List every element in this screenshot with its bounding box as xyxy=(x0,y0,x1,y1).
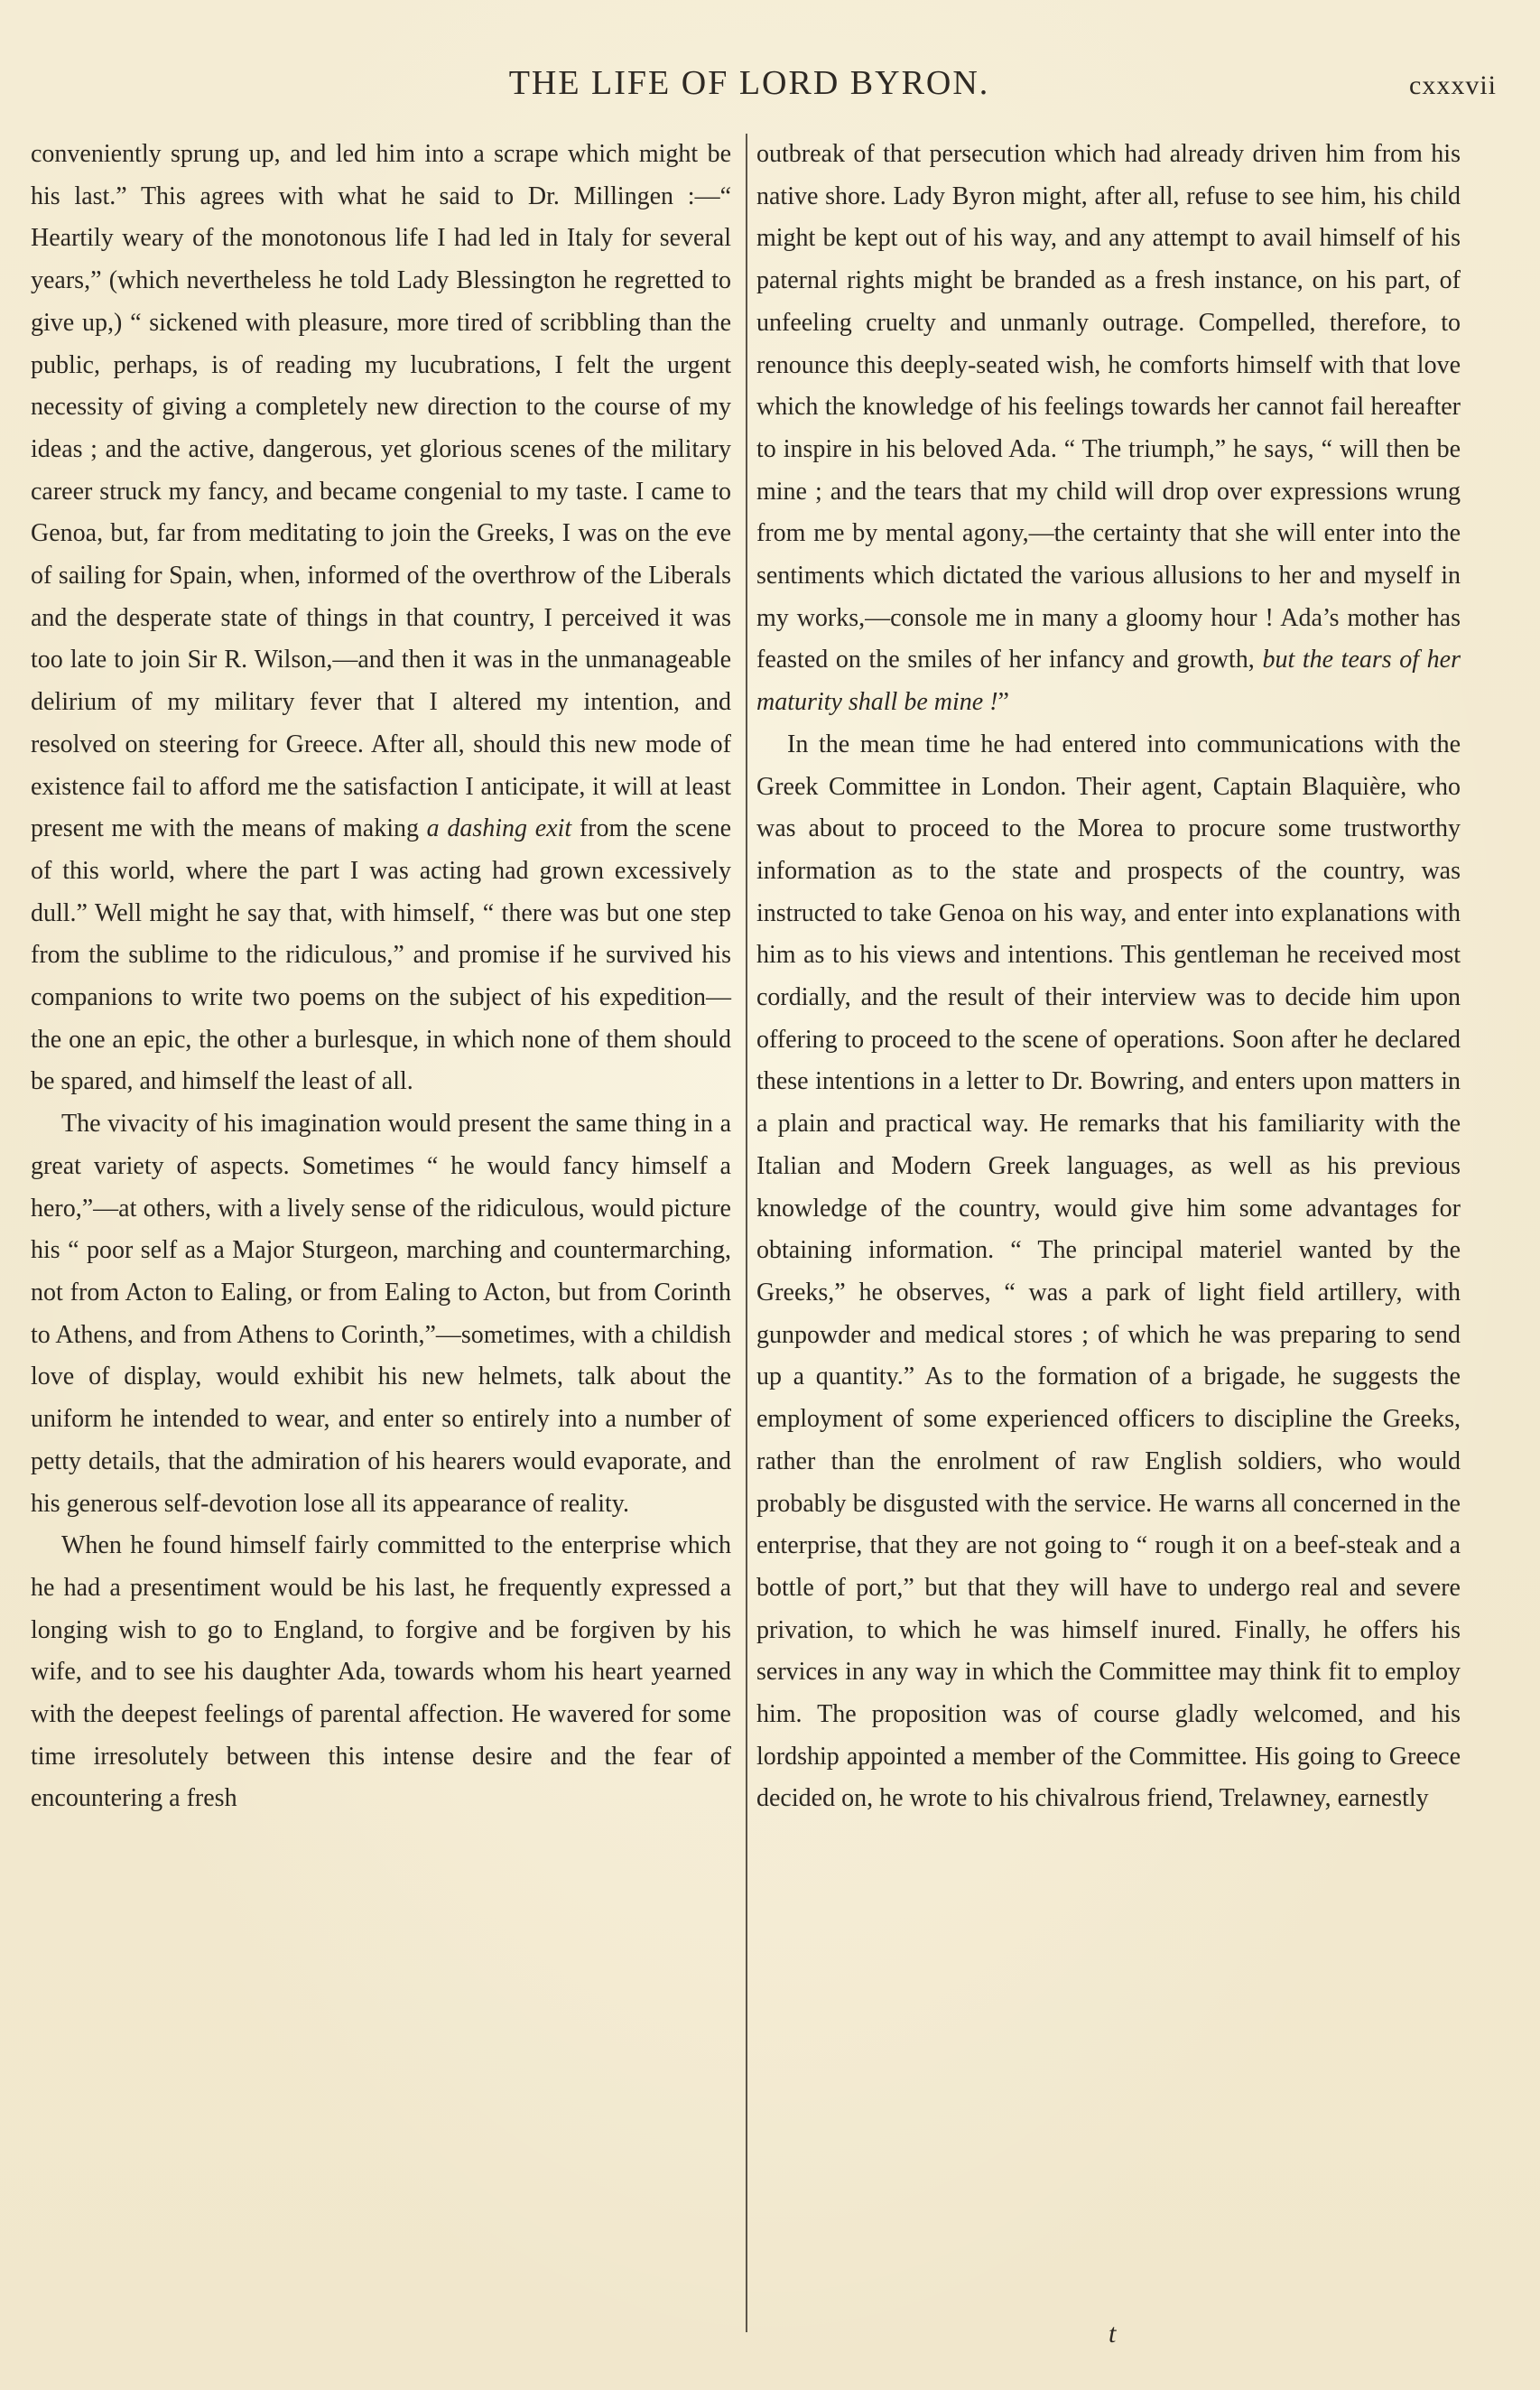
page-header xyxy=(27,63,1497,117)
right-column xyxy=(756,134,1461,1820)
left-paragraph-2: The vivacity of his imagination would present the same thing in a great variety of aspects. Sometimes “ he would fancy himself a hero,”—at others, with a lively sense of the ridiculous, would picture his “ poor self as a Major Sturgeon, marching and countermarching, not from Acton to Ealing, or from Ealing to Acton, but from Corinth to Athens, and from Athens to Corinth,”—sometimes, with a childish love of display, would exhibit his new helmets, talk about the uniform he intended to wear, and enter so entirely into a number of petty details, that the admiration of his hearers would evaporate, and his generous self-devotion lose all its appearance of reality. xyxy=(31,1110,731,1518)
right-paragraph-1-text: outbreak of that persecution which had already driven him from his native shore. Lady Byron might, after all, refuse to see him, his child might be kept out of his way, and any attempt to avail himself of his paternal rights might be branded as a fresh instance, on his part, of unfeeling cruelty and unmanly outrage. Compelled, therefore, to renounce this deeply-seated wish, he comforts himself with that love which the knowledge of his feelings towards her cannot fail hereafter to inspire in his beloved Ada. “ The triumph,” he says, “ will then be mine ; and the tears that my child will drop over expressions wrung from me by mental agony,—the certainty that she will enter into the sentiments which dictated the various allusions to her and myself in my works,—console me in many a gloomy hour ! Ada’s mother has feasted on the smiles of her infancy and growth, xyxy=(756,140,1461,674)
right-paragraph-2: In the mean time he had entered into communications with the Greek Committee in London. Their agent, Captain Blaquière, who was about to proceed to the Morea to procure some trustworthy information as to the state and prospects of the country, was instructed to take Genoa on his way, and enter into explanations with him as to his views and intentions. This gentleman he received most cordially, and the result of their interview was to decide him upon offering to proceed to the scene of operations. Soon after he declared these intentions in a letter to Dr. Bowring, and enters upon matters in a plain and practical way. He remarks that his familiarity with the Italian and Modern Greek languages, as well as his previous knowledge of the country, would give him some advantages for obtaining information. “ The principal materiel wanted by the Greeks,” he observes, “ was a park of light field artillery, with gunpowder and medical stores ; of which he was preparing to send up a quantity.” As to the formation of a brigade, he suggests the employment of some experienced officers to discipline the Greeks, rather than the enrolment of raw English soldiers, who would probably be disgusted with the service. He warns all concerned in the enterprise, that they are not going to “ rough it on a beef-steak and a bottle of port,” but that they will have to undergo real and severe privation, to which he was himself inured. Finally, he offers his services in any way in which the Committee may think fit to employ him. The proposition was of course gladly welcomed, and his lordship appointed a member of the Committee. His going to Greece decided on, he wrote to his chivalrous friend, Trelawney, earnestly xyxy=(756,730,1461,1813)
right-paragraph-1-italic: but the tears of her maturity shall be mine ! xyxy=(756,646,1461,717)
column-divider xyxy=(746,134,747,2332)
left-paragraph-1 xyxy=(31,134,731,1103)
left-column xyxy=(31,134,731,1820)
left-paragraph-1-end: from the scene of this world, where the part I was acting had grown excessively dull.” Well might he say that, with himself, “ there was but one step from the sublime to the ridiculous,” and promise if he survived his companions to write two poems on the subject of his expedition—the one an epic, the other a burlesque, in which none of them should be spared, and himself the least of all. xyxy=(31,814,732,1096)
right-paragraph-1-end: ” xyxy=(997,688,1009,717)
page-number: cxxxvii xyxy=(1409,70,1497,100)
left-paragraph-3: When he found himself fairly committed to the enterprise which he had a presentiment would be his last, he frequently expressed a longing wish to go to England, to forgive and be forgiven by his wife, and to see his daughter Ada, towards whom his heart yearned with the deepest feelings of parental affection. He wavered for some time irresolutely between this intense desire and the fear of encountering a fresh xyxy=(31,1531,731,1813)
left-paragraph-1-italic: a dashing exit xyxy=(426,814,572,843)
running-title: THE LIFE OF LORD BYRON. xyxy=(508,64,990,102)
signature-mark: t xyxy=(1109,2319,1117,2348)
right-paragraph-1 xyxy=(756,134,1461,724)
left-paragraph-1-text: conveniently sprung up, and led him into a scrape which might be his last.” This agrees with what he said to Dr. Millingen :—“ Heartily weary of the monotonous life I had led in Italy for several years,” (which nevertheless he told Lady Blessington he regretted to give up,) “ sickened with pleasure, more tired of scribbling than the public, perhaps, is of reading my lucubrations, I felt the urgent necessity of giving a completely new direction to the course of my ideas ; and the active, dangerous, yet glorious scenes of the military career struck my fancy, and became congenial to my taste. I came to Genoa, but, far from meditating to join the Greeks, I was on the eve of sailing for Spain, when, informed of the overthrow of the Liberals and the desperate state of things in that country, I perceived it was too late to join Sir R. Wilson,—and then it was in the unmanageable delirium of my military fever that I altered my intention, and resolved on steering for Greece. After all, should this new mode of existence fail to afford me the satisfaction I anticipate, it will at least present me with the means of making xyxy=(31,140,731,843)
